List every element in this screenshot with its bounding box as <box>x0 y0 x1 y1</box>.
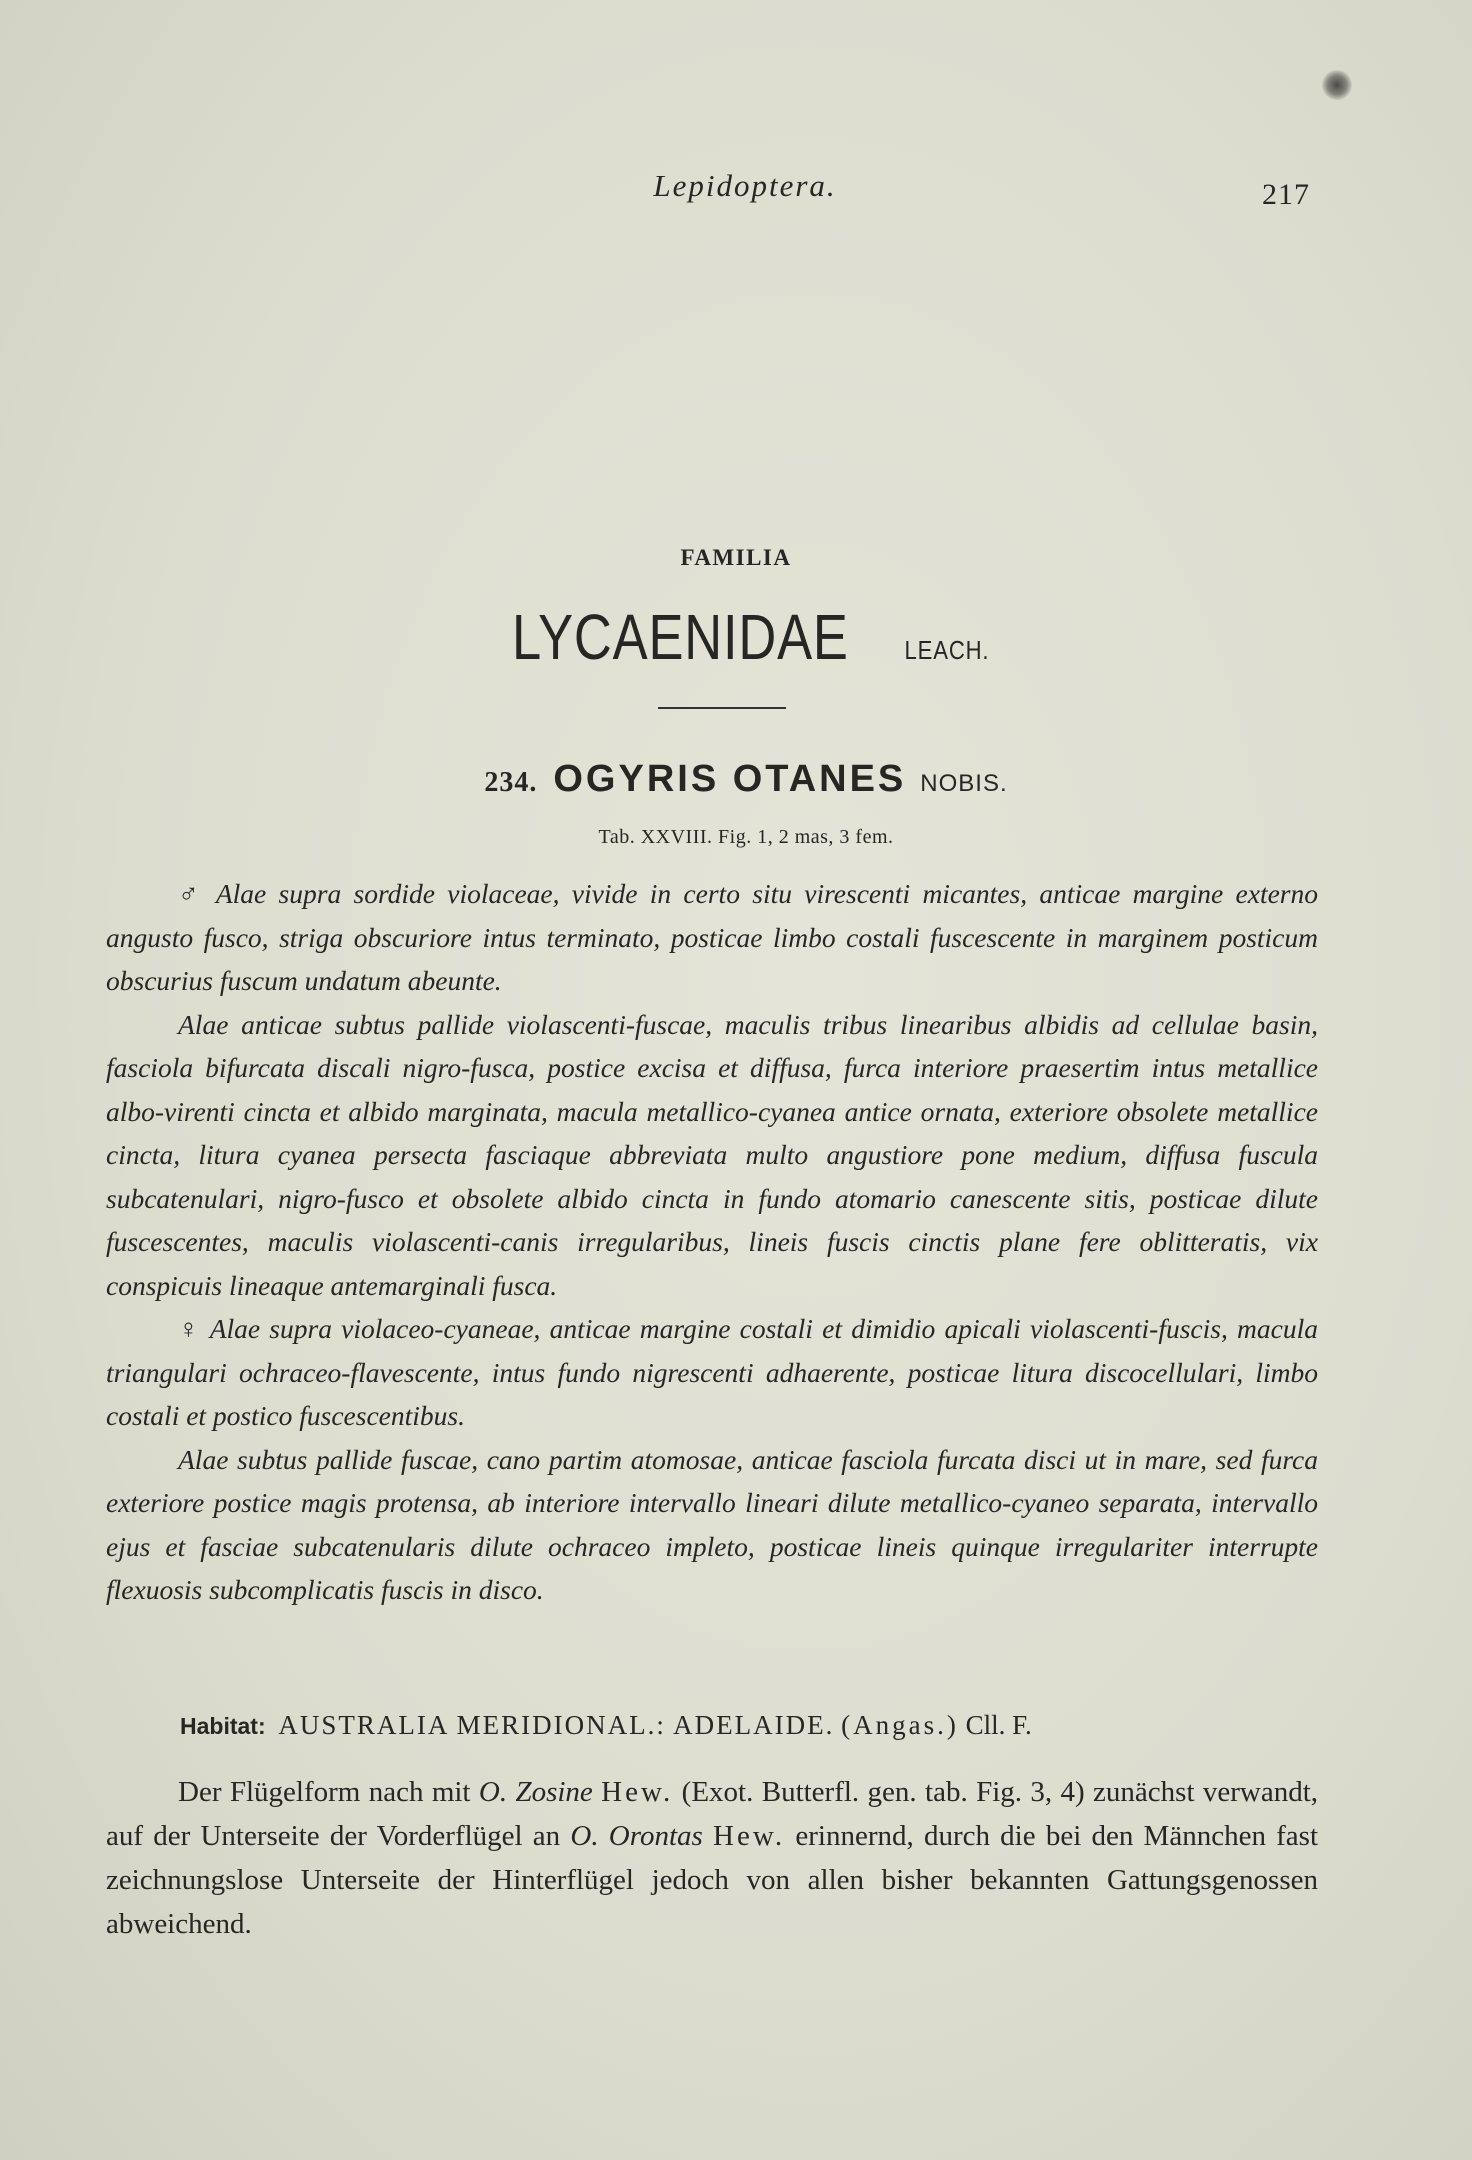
remarks-text-1: Der Flügelform nach mit <box>178 1776 471 1808</box>
habitat-collector: (Angas.) <box>841 1710 959 1740</box>
species-name: OGYRIS OTANES <box>553 758 907 800</box>
female-underside-paragraph: Alae subtus pallide fuscae, cano partim atomosae, anticae fasciola furcata disci ut in mare, sed furca exteriore postice magis protensa, ab interiore intervallo lineari dilute metallico-cyaneo separata, intervallo ejus et fasciae subcatenularis dilute ochraceo impleto, posticae lineis quinque irregulariter interrupte flexuosis subcomplicatis fuscis in disco. <box>106 1443 1318 1605</box>
remarks-author-2: Hew. <box>713 1820 786 1852</box>
running-title: Lepidoptera. <box>653 168 837 203</box>
habitat-collection: Cll. F. <box>965 1710 1032 1740</box>
remarks-paragraph <box>106 1770 1318 1946</box>
female-upperside-text: Alae supra violaceo-cyaneae, anticae margine costali et dimidio apicali violascenti-fuscis, macula triangulari ochraceo-flavescente, intus fundo nigrescenti adhaerente, posticae litura discocellulari, limbo costali et postico fuscescentibus. <box>106 1313 1318 1431</box>
family-author: LEACH. <box>904 635 990 665</box>
male-sign-icon: ♂ <box>178 878 205 909</box>
habitat-label: Habitat: <box>180 1713 266 1739</box>
plate-reference: Tab. XXVIII. Fig. 1, 2 mas, 3 fem. <box>598 826 894 848</box>
page-number: 217 <box>1262 178 1310 211</box>
remarks-text-3: erinnernd, durch die bei den Männchen fast zeichnungslose Unterseite der Hinterflügel jedoch von allen bisher bekannten Gattungsgenossen abweichend. <box>106 1820 1319 1940</box>
family-name: LYCAENIDAE <box>511 601 849 673</box>
ink-smudge <box>1322 70 1352 100</box>
male-underside-paragraph: Alae anticae subtus pallide violascenti-fuscae, maculis tribus linearibus albidis ad cellulae basin, fasciola bifurcata discali nigro-fusca, postice excisa et diffusa, furca interiore praesertim intus metallice albo-virenti cincta et albido marginata, macula metallico-cyanea antice ornata, exteriore obsolete metallice cincta, litura cyanea persecta fasciaque abbreviata multo angustiore pone medium, diffusa fuscula subcatenulari, nigro-fusco et obsolete albido cincta in fundo atomario canescente sitis, posticae dilute fuscescentes, maculis violascenti-canis irregularibus, lineis fuscis cinctis plane fere oblitteratis, vix conspicuis lineaque antemarginali fusca. <box>106 1008 1318 1301</box>
male-upperside-paragraph <box>106 872 1318 1003</box>
german-remarks <box>106 1770 1318 1946</box>
remarks-species-2: O. Orontas <box>570 1820 703 1852</box>
species-number: 234. <box>484 767 538 798</box>
familia-label: FAMILIA <box>680 545 792 570</box>
divider-rule <box>658 707 786 709</box>
male-upperside-text: Alae supra sordide violaceae, vivide in certo situ virescenti micantes, anticae margine externo angusto fusco, striga obscuriore intus terminato, posticae limbo costali fuscescente in marginem posticum obscurius fuscum undatum abeunte. <box>106 878 1318 996</box>
habitat-line <box>180 1710 1032 1741</box>
female-sign-icon: ♀ <box>178 1313 201 1344</box>
remarks-author-1: Hew. <box>601 1776 674 1808</box>
remarks-text-2: (Exot. Butterfl. gen. tab. Fig. 3, 4) zunächst verwandt, auf der Unterseite der Vorderflügel an <box>106 1776 1319 1852</box>
female-upperside-paragraph <box>106 1307 1318 1438</box>
latin-description <box>106 872 1318 1612</box>
family-heading <box>0 600 1472 674</box>
remarks-species-1: O. Zosine <box>478 1776 593 1808</box>
species-author: NOBIS. <box>920 770 1008 797</box>
species-heading <box>0 758 1472 801</box>
habitat-place: AUSTRALIA MERIDIONAL.: ADELAIDE. <box>278 1710 835 1740</box>
